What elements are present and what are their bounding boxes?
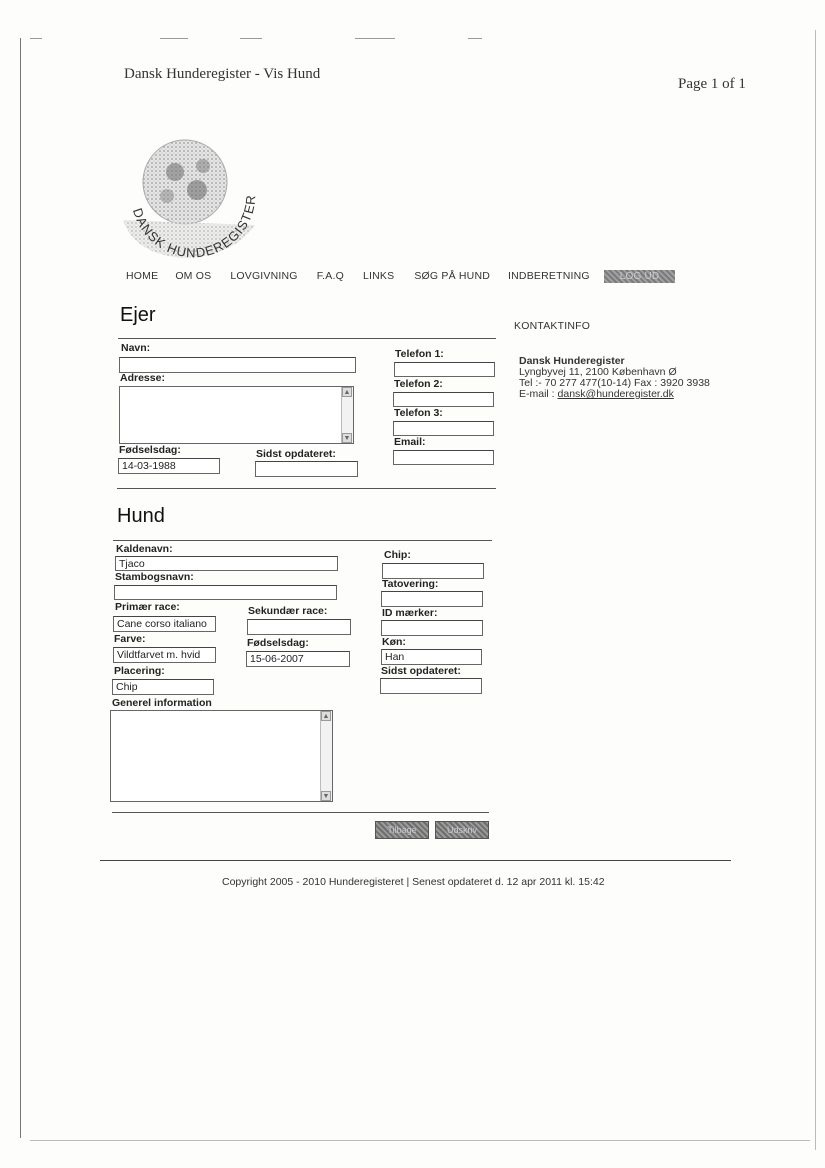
- nav-lovgivning[interactable]: LOVGIVNING: [230, 270, 298, 282]
- dog-heading: Hund: [117, 505, 165, 527]
- scan-mark: [30, 1140, 810, 1141]
- owner-phone3-field[interactable]: [393, 421, 494, 436]
- logo-text: DANSK HUNDEREGISTER: [129, 193, 259, 260]
- owner-phone1-field[interactable]: [394, 362, 495, 377]
- dog-general-textarea[interactable]: [110, 710, 333, 802]
- scroll-up-icon[interactable]: ▲: [322, 713, 330, 720]
- nav-sog-pa-hund[interactable]: SØG PÅ HUND: [414, 270, 491, 282]
- owner-address-value: [120, 387, 353, 391]
- owner-address-label: Adresse:: [120, 372, 165, 384]
- print-header-title: Dansk Hunderegister - Vis Hund: [124, 66, 321, 82]
- dog-updated-field[interactable]: [380, 678, 482, 694]
- contact-phone: Tel :- 70 277 477(10-14) Fax : 3920 3938: [519, 377, 710, 389]
- dog-updated-label: Sidst opdateret:: [381, 665, 461, 677]
- general-scrollbar[interactable]: [320, 711, 332, 801]
- address-scrollbar[interactable]: [341, 387, 353, 443]
- dog-chip-field[interactable]: [382, 563, 484, 579]
- dansk-hunderegister-logo[interactable]: [115, 130, 265, 260]
- dog-gender-field[interactable]: Han: [381, 649, 482, 665]
- dog-placement-label: Placering:: [114, 665, 165, 677]
- dog-gender-label: Køn:: [382, 636, 406, 648]
- back-button[interactable]: Tilbage: [375, 821, 429, 839]
- owner-updated-label: Sidst opdateret:: [256, 448, 336, 460]
- owner-name-label: Navn:: [121, 342, 151, 354]
- contact-block: [519, 356, 710, 400]
- dog-top-rule: [113, 540, 492, 541]
- dog-birthday-field[interactable]: 15-06-2007: [246, 651, 350, 667]
- owner-updated-field[interactable]: [255, 461, 358, 477]
- dog-secondary-race-field[interactable]: [247, 619, 351, 635]
- owner-top-rule: [118, 338, 496, 339]
- dog-placement-field[interactable]: Chip: [112, 679, 214, 695]
- scroll-up-icon[interactable]: ▲: [343, 389, 351, 396]
- main-nav: [126, 266, 675, 286]
- nav-faq[interactable]: F.A.Q: [316, 270, 344, 282]
- footer-copyright: Copyright 2005 - 2010 Hunderegisteret | Senest opdateret d. 12 apr 2011 kl. 15:42: [222, 876, 605, 888]
- print-button[interactable]: Udskriv: [435, 821, 489, 839]
- owner-phone2-field[interactable]: [393, 392, 494, 407]
- scan-mark: [240, 38, 262, 39]
- contact-org: Dansk Hunderegister: [519, 355, 625, 367]
- scan-mark: [30, 38, 42, 39]
- dog-id-label: ID mærker:: [382, 607, 438, 619]
- nav-links[interactable]: LINKS: [362, 270, 395, 282]
- owner-heading: Ejer: [120, 304, 156, 326]
- scan-mark: [160, 38, 188, 39]
- dog-primary-race-field[interactable]: Cane corso italiano: [113, 616, 216, 632]
- dog-secondary-race-label: Sekundær race:: [248, 605, 328, 617]
- print-page-number: Page 1 of 1: [678, 76, 746, 92]
- scan-right-edge: [815, 30, 816, 1150]
- owner-bottom-rule: [117, 488, 496, 489]
- dog-tattoo-field[interactable]: [381, 591, 483, 607]
- owner-birthday-field[interactable]: 14-03-1988: [118, 458, 220, 474]
- owner-address-textarea[interactable]: [119, 386, 354, 444]
- owner-phone2-label: Telefon 2:: [394, 378, 443, 390]
- dog-tattoo-label: Tatovering:: [382, 578, 439, 590]
- owner-phone3-label: Telefon 3:: [394, 407, 443, 419]
- dog-pedigree-field[interactable]: [114, 585, 337, 600]
- dog-chip-label: Chip:: [384, 549, 411, 561]
- owner-name-field[interactable]: [119, 357, 356, 373]
- dog-color-field[interactable]: Vildtfarvet m. hvid: [113, 647, 216, 663]
- dog-primary-race-label: Primær race:: [115, 601, 180, 613]
- owner-email-field[interactable]: [393, 450, 494, 465]
- contact-address: Lyngbyvej 11, 2100 København Ø: [519, 366, 677, 378]
- dog-nickname-label: Kaldenavn:: [116, 543, 173, 555]
- scan-mark: [468, 38, 482, 39]
- dog-bottom-rule: [112, 812, 489, 813]
- contact-email-line: [519, 389, 710, 400]
- owner-phone1-label: Telefon 1:: [395, 348, 444, 360]
- scroll-down-icon[interactable]: ▼: [322, 793, 330, 800]
- scan-mark: [355, 38, 395, 39]
- footer-rule: [100, 860, 731, 861]
- dog-birthday-label: Fødselsdag:: [247, 637, 309, 649]
- nav-logout-button[interactable]: LOG UD: [604, 270, 676, 283]
- dog-general-label: Generel information: [112, 697, 212, 709]
- scan-left-edge: [20, 38, 21, 1138]
- dog-id-field[interactable]: [381, 620, 483, 636]
- dog-color-label: Farve:: [114, 633, 146, 645]
- dog-nickname-field[interactable]: Tjaco: [115, 556, 338, 571]
- contact-heading: KONTAKTINFO: [514, 320, 591, 332]
- dog-pedigree-label: Stambogsnavn:: [115, 571, 194, 583]
- nav-om-os[interactable]: OM OS: [175, 270, 212, 282]
- owner-birthday-label: Fødselsdag:: [119, 444, 181, 456]
- dog-general-value: [111, 711, 332, 715]
- nav-home[interactable]: HOME: [126, 270, 159, 282]
- contact-email-link[interactable]: dansk@hunderegister.dk: [557, 388, 674, 400]
- owner-email-label: Email:: [394, 436, 426, 448]
- nav-indberetning[interactable]: INDBERETNING: [508, 270, 590, 282]
- scroll-down-icon[interactable]: ▼: [343, 435, 351, 442]
- contact-email-prefix: E-mail :: [519, 388, 558, 400]
